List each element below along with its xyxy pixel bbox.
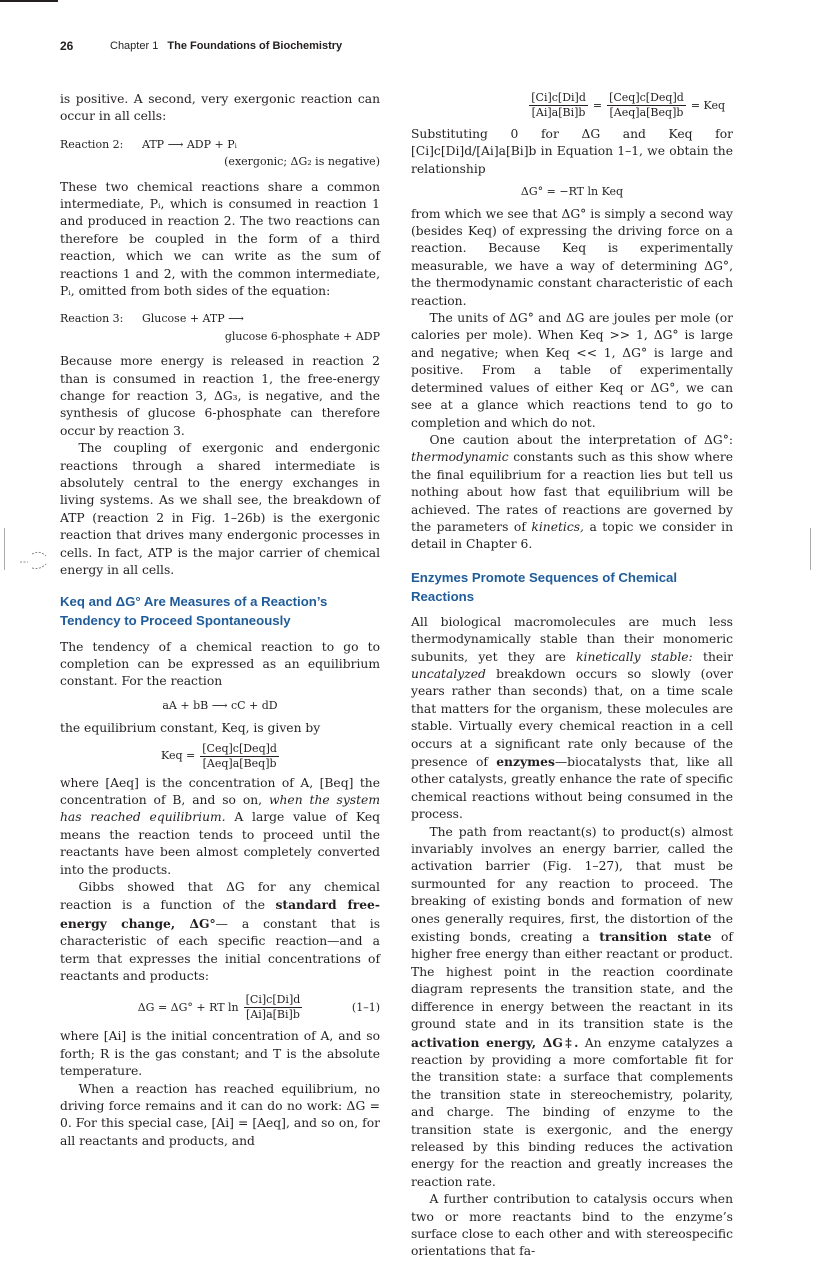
running-head bbox=[110, 40, 342, 52]
margin-thumbnail-icon bbox=[18, 550, 48, 570]
reaction-3-products: glucose 6-phosphate + ADP bbox=[224, 329, 380, 343]
chapter-label: Chapter 1 bbox=[110, 40, 159, 52]
equation-dg0: ΔG° = −RT ln Keq bbox=[520, 185, 624, 199]
right-column bbox=[411, 91, 733, 1261]
page-number: 26 bbox=[60, 39, 74, 53]
reaction-2-note: (exergonic; ΔG₂ is negative) bbox=[224, 155, 380, 169]
paragraph: One caution about the interpretation of ΔG°: thermodynamic constants such as this show where the final equilibrium for a reaction lies but tell us nothing about how fast that equilibrium will be achieved. The rates of reactions are governed by the parameters of kinetics, a topic we consider in detail in Chapter 6. bbox=[411, 432, 733, 552]
paragraph: All biological macromolecules are much less thermodynamically stable than their monomeric subunits, yet they are kinetically stable: their uncatalyzed breakdown occurs so slowly (over years rather than seconds) that, on a time scale that matters for the organism, these molecules are stable. Virtually every chemical reaction in a cell occurs at a significant rate only because of the presence of enzymes—biocatalysts that, like all other catalysts, greatly enhance the rate of specific chemical reactions without being consumed in the process. bbox=[411, 614, 733, 822]
paragraph: A further contribution to catalysis occurs when two or more reactants bind to the enzyme’s surface close to each other and with stereospecific orientations that fa- bbox=[411, 1192, 733, 1259]
paragraph: These two chemical reactions share a common intermediate, Pᵢ, which is consumed in reaction 1 and produced in reaction 2. The two reactions can therefore be coupled in the form of a third reaction, which we can write as the sum of reactions 1 and 2, with the common intermediate, Pᵢ, omitted from both sides of the equation: bbox=[60, 179, 380, 299]
paragraph: from which we see that ΔG° is simply a second way (besides Keq) of expressing the driving force on a reaction. Because Keq is experimentally measurable, we have a way of determining ΔG°, the thermodynamic constant characteristic of each reaction. bbox=[411, 206, 733, 308]
paragraph: is positive. A second, very exergonic reaction can occur in all cells: bbox=[60, 92, 380, 124]
paragraph: The coupling of exergonic and endergonic reactions through a shared intermediate is absolutely central to the energy exchanges in living systems. As we shall see, the breakdown of ATP (reaction 2 in Fig. 1–26b) is the exergonic reaction that drives many endergonic processes in cells. In fact, ATP is the major carrier of chemical energy in all cells. bbox=[60, 441, 380, 578]
chapter-title: The Foundations of Biochemistry bbox=[167, 40, 343, 52]
paragraph: When a reaction has reached equilibrium, no driving force remains and it can do no work: ΔG = 0. For this special case, [Ai] = [Aeq], and so on, for all reactants and products, and bbox=[60, 1081, 380, 1148]
paragraph: Substituting 0 for ΔG and Keq for [Ci]c[Di]d/[Ai]a[Bi]b in Equation 1–1, we obtain the relationship bbox=[411, 127, 733, 176]
equation-number: (1–1) bbox=[351, 1001, 380, 1015]
margin-bar-right bbox=[810, 528, 811, 570]
paragraph: Gibbs showed that ΔG for any chemical reaction is a function of the standard free-energy change, ΔG°— a constant that is characteristic of each specific reaction—and a term that expresses the initial concentrations of reactants and products: bbox=[60, 879, 380, 983]
paragraph: the equilibrium constant, Keq, is given by bbox=[60, 721, 321, 736]
equation-1-1: ΔG = ΔG° + RT ln $\frac{[Ci]c[Di]d}{[Ai]a[Bi]b}$ (1–1) bbox=[137, 993, 380, 1022]
section-heading: Enzymes Promote Sequences of Chemical Reactions bbox=[411, 569, 678, 604]
margin-bar-left bbox=[4, 528, 5, 570]
equation-equilibrium: $\frac{[Ci]c[Di]d}{[Ai]a[Bi]b}$ = $\frac{\text{[Ceq]c[Deq]d}}{\text{[Aeq]a[Beq]b}}$ = Keq bbox=[531, 91, 725, 119]
paragraph: where [Aeq] is the concentration of A, [Beq] the concentration of B, and so on, when the system has reached equilibrium. A large value of Keq means the reaction tends to proceed until the reactants have been almost completely converted into the products. bbox=[60, 775, 380, 877]
paragraph: The path from reactant(s) to product(s) almost invariably involves an energy barrier, called the activation barrier (Fig. 1–27), that must be surmounted for any reaction to proceed. The breaking of existing bonds and formation of new ones generally requires, first, the distortion of the existing bonds, creating a transition state of higher free energy than either reactant or product. The highest point in the reaction coordinate diagram represents the transition state, and the difference in energy between the reactant in its ground state and in its transition state is the activation energy, ΔG‡. An enzyme catalyzes a reaction by providing a more comfortable fit for the transition state: a surface that complements the transition state in stereochemistry, polarity, and charge. The binding of enzyme to the transition state is exergonic, and the energy released by this binding reduces the activation energy for the reaction and greatly increases the reaction rate. bbox=[411, 824, 733, 1189]
equation-keq: Keq = $\frac{\text{[Ceq]c[Deq]d}}{\text{[Aeq]a[Beq]b}}$ bbox=[161, 741, 277, 770]
reaction-3: Reaction 3: Glucose + ATP ⟶ bbox=[60, 312, 244, 326]
equation-reaction: aA + bB ⟶ cC + dD bbox=[162, 698, 278, 712]
paragraph: Because more energy is released in reaction 2 than is consumed in reaction 1, the free-energy change for reaction 3, ΔG₃, is negative, and the synthesis of glucose 6-phosphate can therefore occur by reaction 3. bbox=[60, 354, 380, 438]
top-rule bbox=[0, 0, 58, 2]
paragraph: The tendency of a chemical reaction to go to completion can be expressed as an equilibrium constant. For the reaction bbox=[60, 639, 380, 689]
paragraph: where [Ai] is the initial concentration of A, and so forth; R is the gas constant; and T is the absolute temperature. bbox=[60, 1029, 380, 1079]
section-heading: Keq and ΔG° Are Measures of a Reaction’s Tendency to Proceed Spontaneously bbox=[60, 593, 328, 628]
reaction-2: Reaction 2: ATP ⟶ ADP + Pᵢ bbox=[60, 137, 237, 151]
left-column bbox=[60, 91, 380, 1150]
paragraph: The units of ΔG° and ΔG are joules per mole (or calories per mole). When Keq >> 1, ΔG° is large and negative; when Keq << 1, ΔG° is large and positive. From a table of experimentally determined values of either Keq or ΔG°, we can see at a glance which reactions tend to go to completion and which do not. bbox=[411, 311, 733, 430]
